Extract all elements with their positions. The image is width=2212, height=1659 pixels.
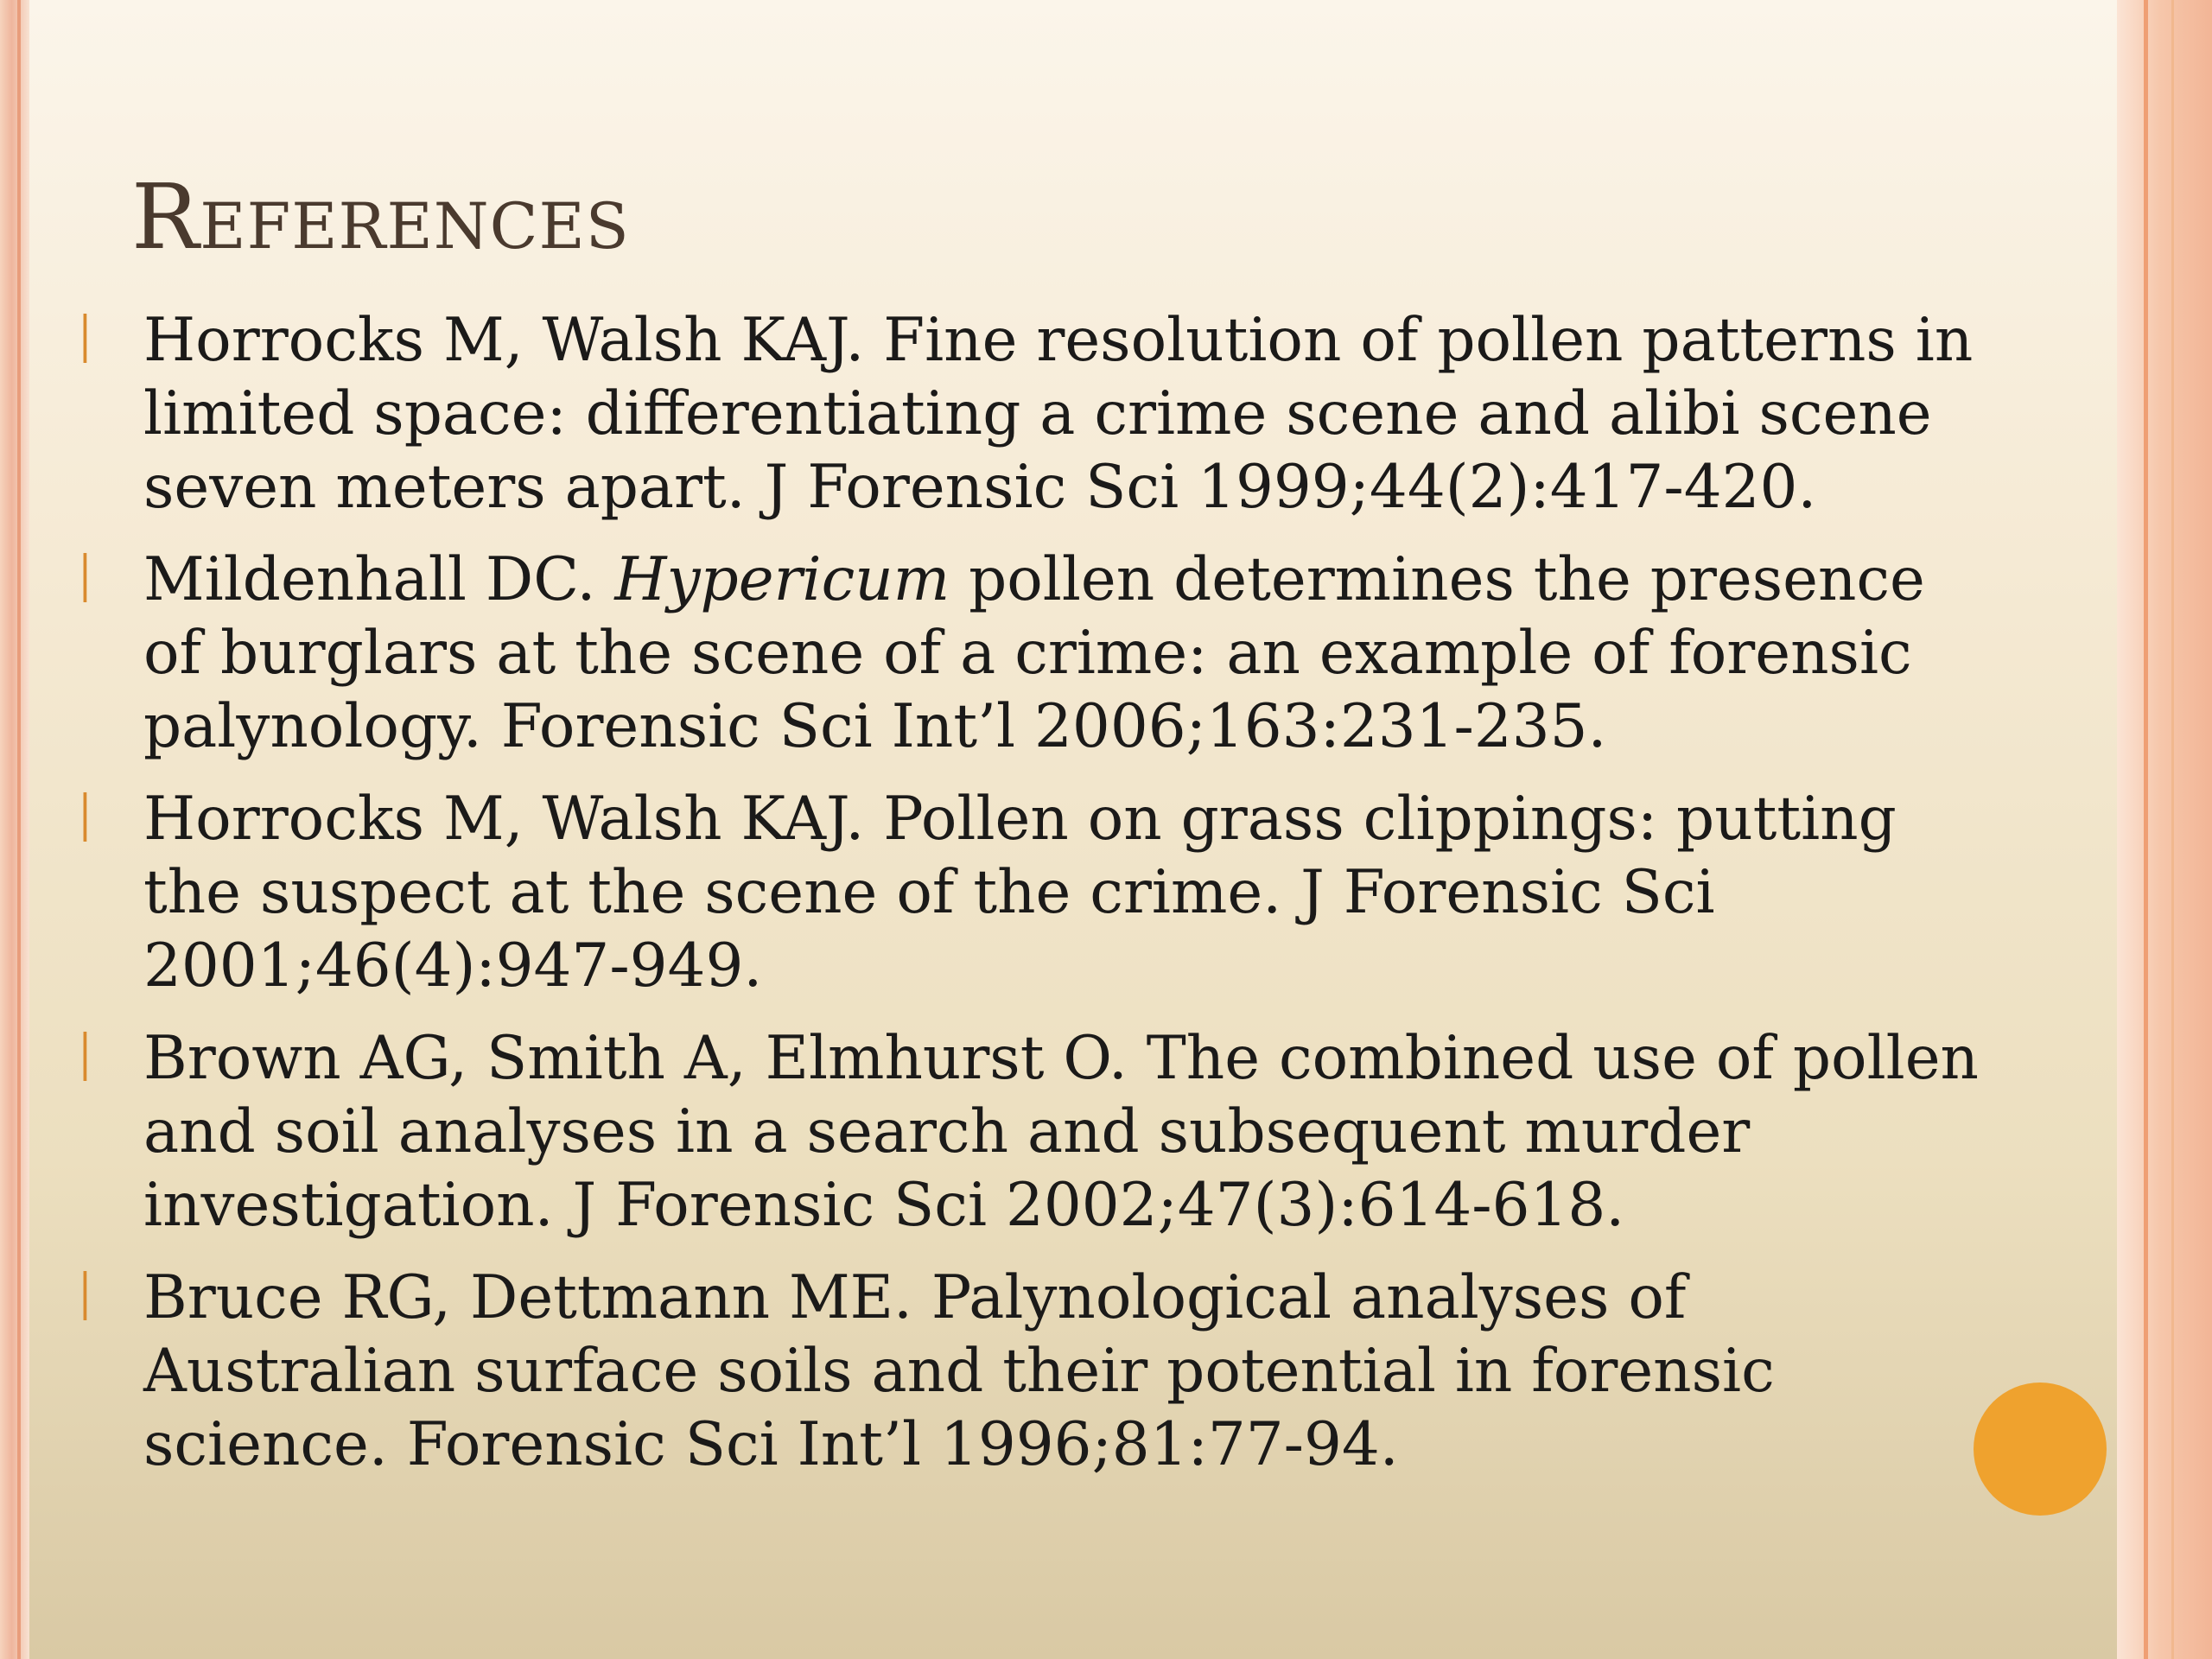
bullet-icon: │: [73, 1033, 98, 1081]
reference-list: [0, 304, 1979, 1501]
bullet-icon: │: [73, 1272, 98, 1320]
right-frame-line: [2144, 0, 2148, 1659]
slide-title: References: [131, 164, 630, 270]
right-frame-line-inner: [2171, 0, 2174, 1659]
reference-text: Mildenhall DC. Hypericum pollen determines the presence of burglars at the scene of a crime: an example of forensic palynology. Forensic Sci Int’l 2006;163:231-235.: [143, 545, 1925, 761]
reference-text: Horrocks M, Walsh KAJ. Pollen on grass clippings: putting the suspect at the scene of the crime. J Forensic Sci 2001;46(4):947-949.: [143, 785, 1897, 1001]
reference-text: Horrocks M, Walsh KAJ. Fine resolution of pollen patterns in limited space: differentiating a crime scene and alibi scene seven meters apart. J Forensic Sci 1999;44(2):417-420.: [143, 306, 1974, 522]
bullet-icon: │: [73, 793, 98, 842]
reference-text: Bruce RG, Dettmann ME. Palynological analyses of Australian surface soils and their potential in forensic science. Forensic Sci Int’l 1996;81:77-94.: [143, 1263, 1775, 1479]
reference-item: [0, 304, 1979, 524]
bullet-icon: │: [73, 554, 98, 602]
reference-item: [0, 543, 1979, 764]
decorative-orange-circle: [1974, 1382, 2107, 1516]
right-frame-border: [2117, 0, 2212, 1659]
reference-item: [0, 1022, 1979, 1243]
reference-item: [0, 783, 1979, 1003]
reference-item: [0, 1262, 1979, 1482]
species-name: Hypericum: [614, 545, 950, 614]
reference-text: Brown AG, Smith A, Elmhurst O. The combined use of pollen and soil analyses in a search and subsequent murder investigation. J Forensic Sci 2002;47(3):614-618.: [143, 1024, 1979, 1240]
bullet-icon: │: [73, 315, 98, 363]
